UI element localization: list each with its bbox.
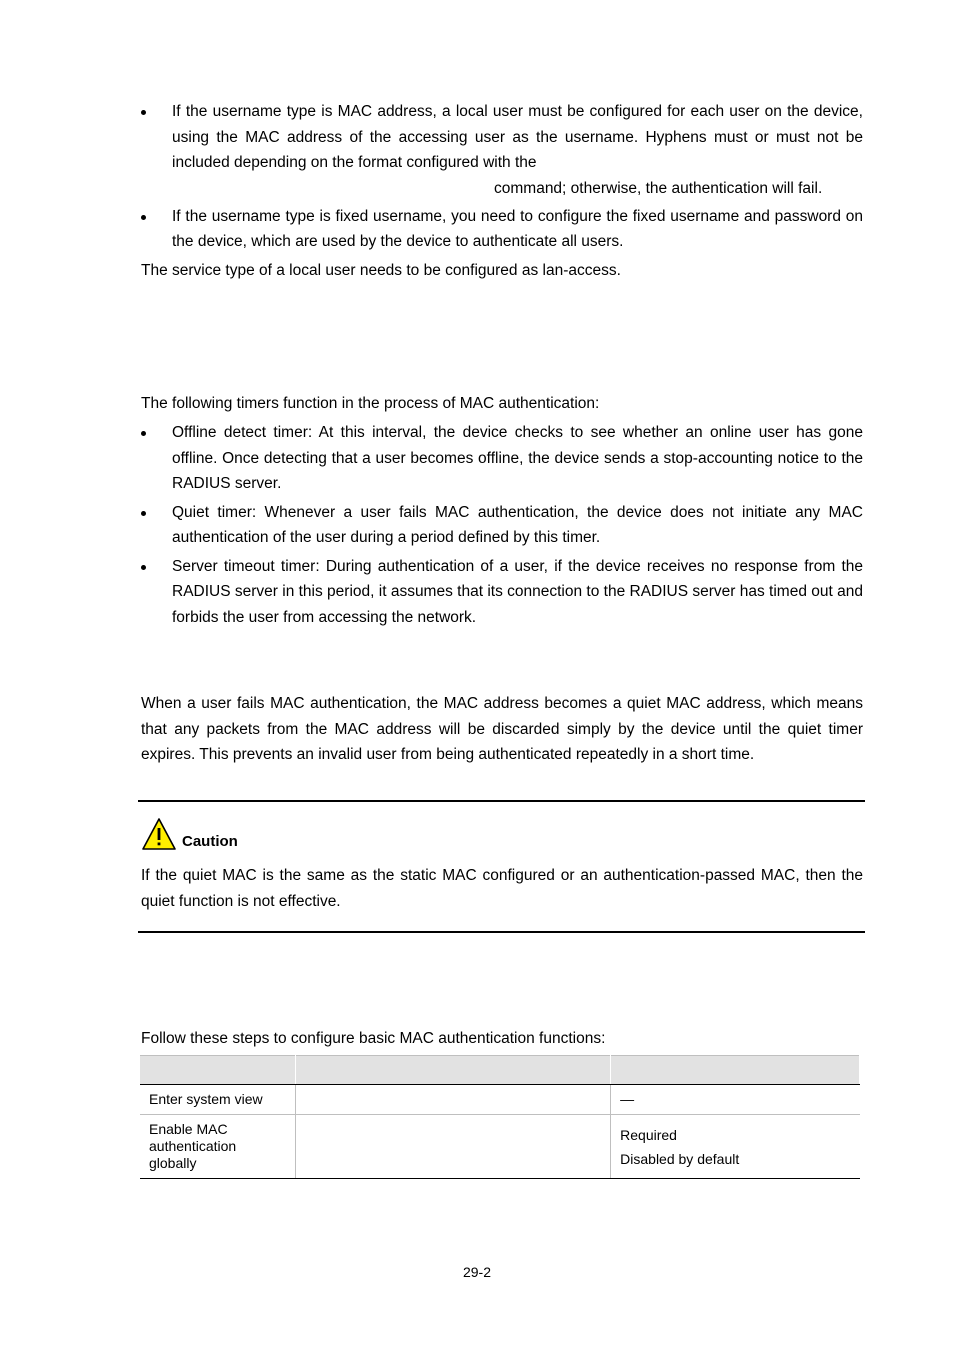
list-item xyxy=(141,204,863,255)
command-cell xyxy=(296,1115,611,1179)
remark-line: Disabled by default xyxy=(620,1150,740,1167)
quiet-mac-paragraph: When a user fails MAC authentication, the MAC address becomes a quiet MAC address, which means that any packets from the MAC address will be discarded simply by the device until the quiet timer expires. This prevents an invalid user from being authenticated repeatedly in a short time. xyxy=(141,695,863,763)
timers-intro: The following timers function in the process of MAC authentication: xyxy=(141,395,600,412)
service-type-note: The service type of a local user needs to be configured as lan-access. xyxy=(141,262,621,279)
bullet-icon xyxy=(141,215,146,220)
list-item xyxy=(141,99,863,201)
table-header-cell xyxy=(296,1056,611,1085)
remark-line: Required xyxy=(620,1126,677,1143)
bullet-icon xyxy=(141,511,146,516)
step-cell: Enter system view xyxy=(140,1085,296,1115)
steps-table xyxy=(140,1055,860,1179)
bullet-icon xyxy=(141,431,146,436)
caution-header xyxy=(141,817,341,853)
remarks-cell xyxy=(611,1085,860,1115)
steps-intro: Follow these steps to configure basic MAC authentication functions: xyxy=(141,1030,606,1047)
bullet-icon xyxy=(141,110,146,115)
username-type-list xyxy=(141,99,863,258)
list-item xyxy=(141,500,863,551)
command-cell xyxy=(296,1085,611,1115)
table-header-row xyxy=(140,1056,860,1085)
bullet-text-continuation: command; otherwise, the authentication will fail. xyxy=(494,179,823,197)
step-cell: Enable MAC authentication globally xyxy=(140,1115,296,1179)
warning-triangle-icon xyxy=(141,817,177,851)
bullet-text: If the username type is MAC address, a local user must be configured for each user on the device, using the MAC address of the accessing user as the username. Hyphens must or must not be included depending on the format configured with the xyxy=(172,103,863,171)
caution-text: If the quiet MAC is the same as the static MAC configured or an authentication-passed MAC, then the quiet function is not effective. xyxy=(141,867,863,910)
remarks-cell xyxy=(611,1115,860,1179)
table-row xyxy=(140,1085,860,1115)
bullet-text: Offline detect timer: At this interval, the device checks to see whether an online user has gone offline. Once detecting that a user becomes offline, the device sends a stop-accounting notice to the RADIUS server. xyxy=(172,424,863,492)
caution-bottom-rule xyxy=(138,931,865,933)
bullet-text: If the username type is fixed username, you need to configure the fixed username and password on the device, which are used by the device to authenticate all users. xyxy=(172,207,863,250)
caution-top-rule xyxy=(138,800,865,802)
timer-list xyxy=(141,420,863,633)
table-row xyxy=(140,1115,860,1179)
caution-title: Caution xyxy=(182,833,238,850)
remark-line: — xyxy=(620,1091,635,1107)
list-item xyxy=(141,420,863,497)
bullet-text: Server timeout timer: During authentication of a user, if the device receives no response from the RADIUS server in this period, it assumes that its connection to the RADIUS server has timed out and forbids the user from accessing the network. xyxy=(172,557,863,626)
page-number: 29-2 xyxy=(462,1264,492,1280)
table-header-cell xyxy=(140,1056,296,1085)
table-header-cell xyxy=(611,1056,860,1085)
bullet-icon xyxy=(141,565,146,570)
bullet-text: Quiet timer: Whenever a user fails MAC authentication, the device does not initiate any MAC authentication of the user during a period defined by this timer. xyxy=(172,503,863,546)
list-item xyxy=(141,554,863,631)
